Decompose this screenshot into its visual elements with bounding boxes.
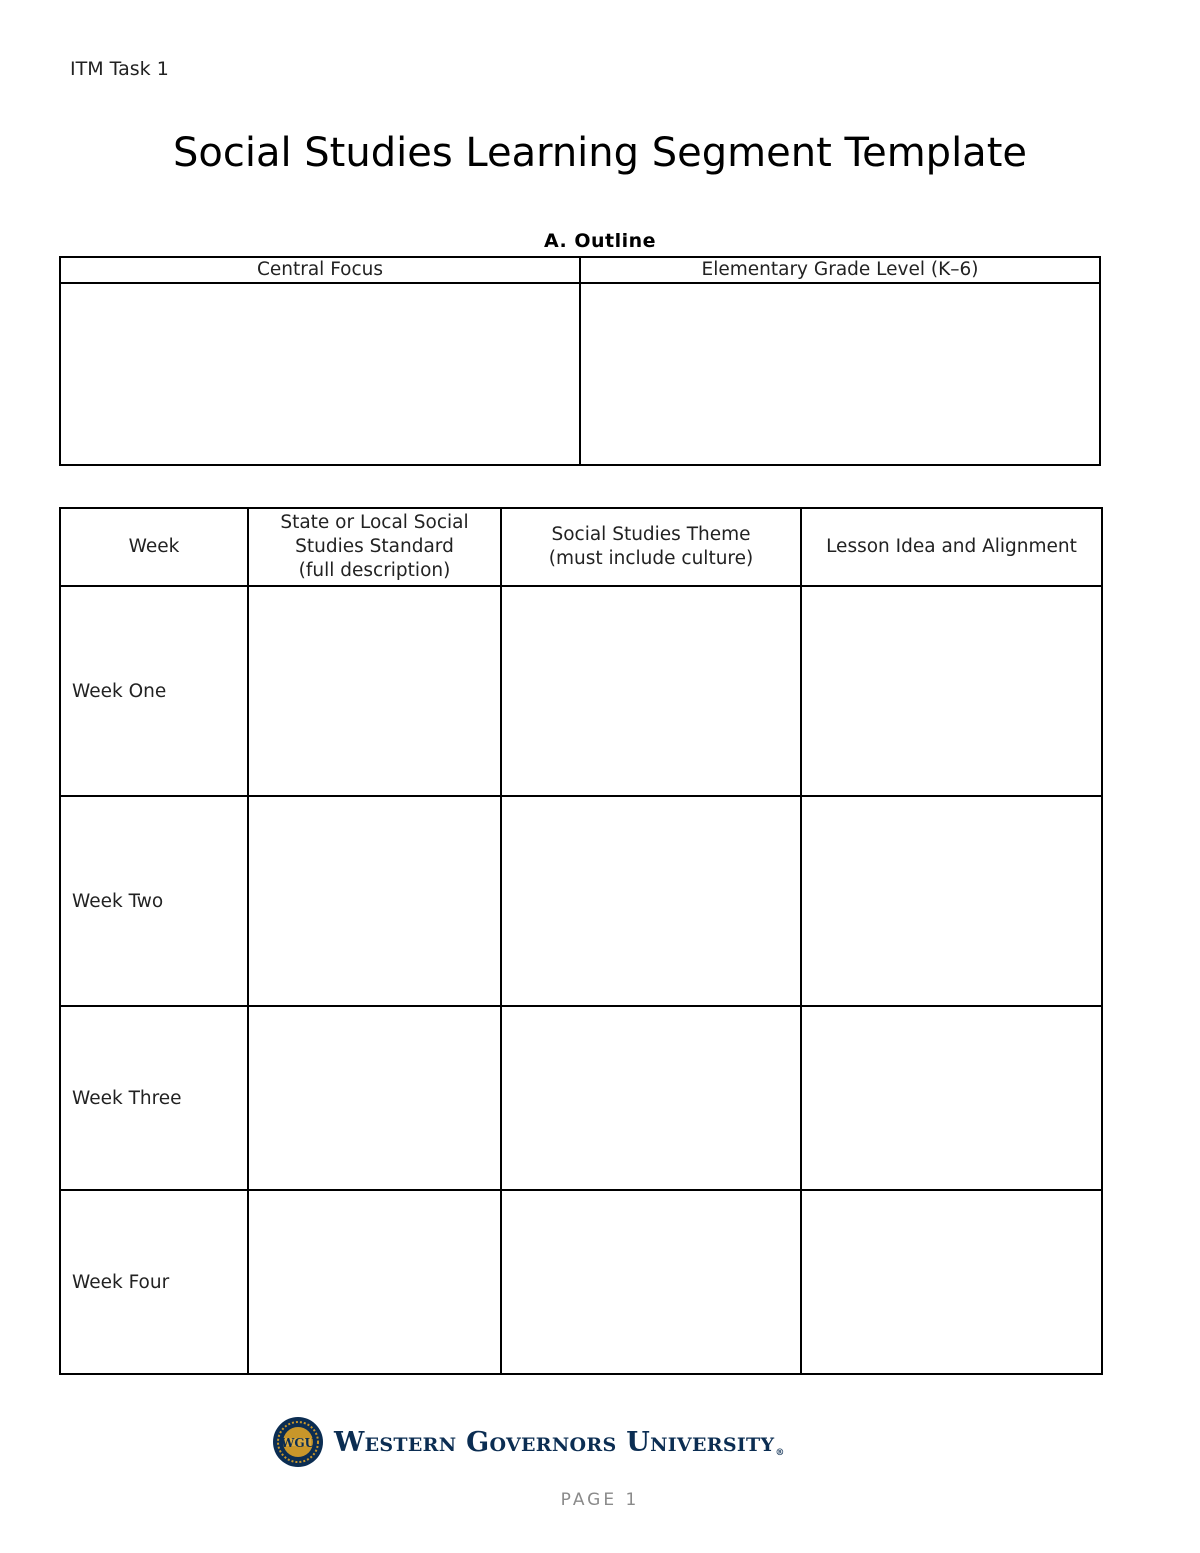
theme-header-line: Social Studies Theme [551, 524, 751, 545]
theme-cell[interactable] [501, 796, 801, 1006]
page-number: PAGE 1 [560, 1490, 640, 1510]
week-column-header: Week [60, 508, 248, 586]
standard-cell[interactable] [248, 1190, 501, 1374]
grade-level-header: Elementary Grade Level (K–6) [580, 257, 1100, 283]
lesson-cell[interactable] [801, 1006, 1102, 1190]
central-focus-field[interactable] [60, 283, 580, 465]
standard-cell[interactable] [248, 796, 501, 1006]
table-row [60, 586, 1102, 796]
lesson-cell[interactable] [801, 1190, 1102, 1374]
university-wordmark [334, 1427, 785, 1458]
seal-monogram: WGU [280, 1436, 316, 1450]
lesson-cell[interactable] [801, 796, 1102, 1006]
grade-level-field[interactable] [580, 283, 1100, 465]
central-focus-header: Central Focus [60, 257, 580, 283]
university-seal-icon [272, 1416, 324, 1468]
university-name: Western Governors University [334, 1426, 775, 1458]
standard-header-line: (full description) [298, 560, 451, 581]
standard-cell[interactable] [248, 1006, 501, 1190]
header-task-label: ITM Task 1 [70, 58, 169, 80]
trademark-symbol: ® [775, 1447, 785, 1458]
lesson-cell[interactable] [801, 586, 1102, 796]
standard-header-line: State or Local Social [280, 512, 469, 533]
week-label: Week Two [60, 796, 248, 1006]
outline-heading: A. Outline [543, 230, 657, 252]
standard-column-header [248, 508, 501, 586]
week-label: Week Three [60, 1006, 248, 1190]
page-title: Social Studies Learning Segment Template [172, 130, 1027, 176]
standard-cell[interactable] [248, 586, 501, 796]
table-row [60, 796, 1102, 1006]
week-label: Week Four [60, 1190, 248, 1374]
standard-header-line: Studies Standard [295, 536, 454, 557]
table-row [60, 1190, 1102, 1374]
lesson-column-header: Lesson Idea and Alignment [801, 508, 1102, 586]
week-label: Week One [60, 586, 248, 796]
theme-header-line: (must include culture) [548, 548, 754, 569]
wgu-logo [272, 1414, 785, 1470]
theme-cell[interactable] [501, 586, 801, 796]
theme-column-header [501, 508, 801, 586]
theme-cell[interactable] [501, 1190, 801, 1374]
table-row [60, 1006, 1102, 1190]
outline-table [59, 256, 1101, 466]
theme-cell[interactable] [501, 1006, 801, 1190]
week-plan-table [59, 507, 1103, 1375]
